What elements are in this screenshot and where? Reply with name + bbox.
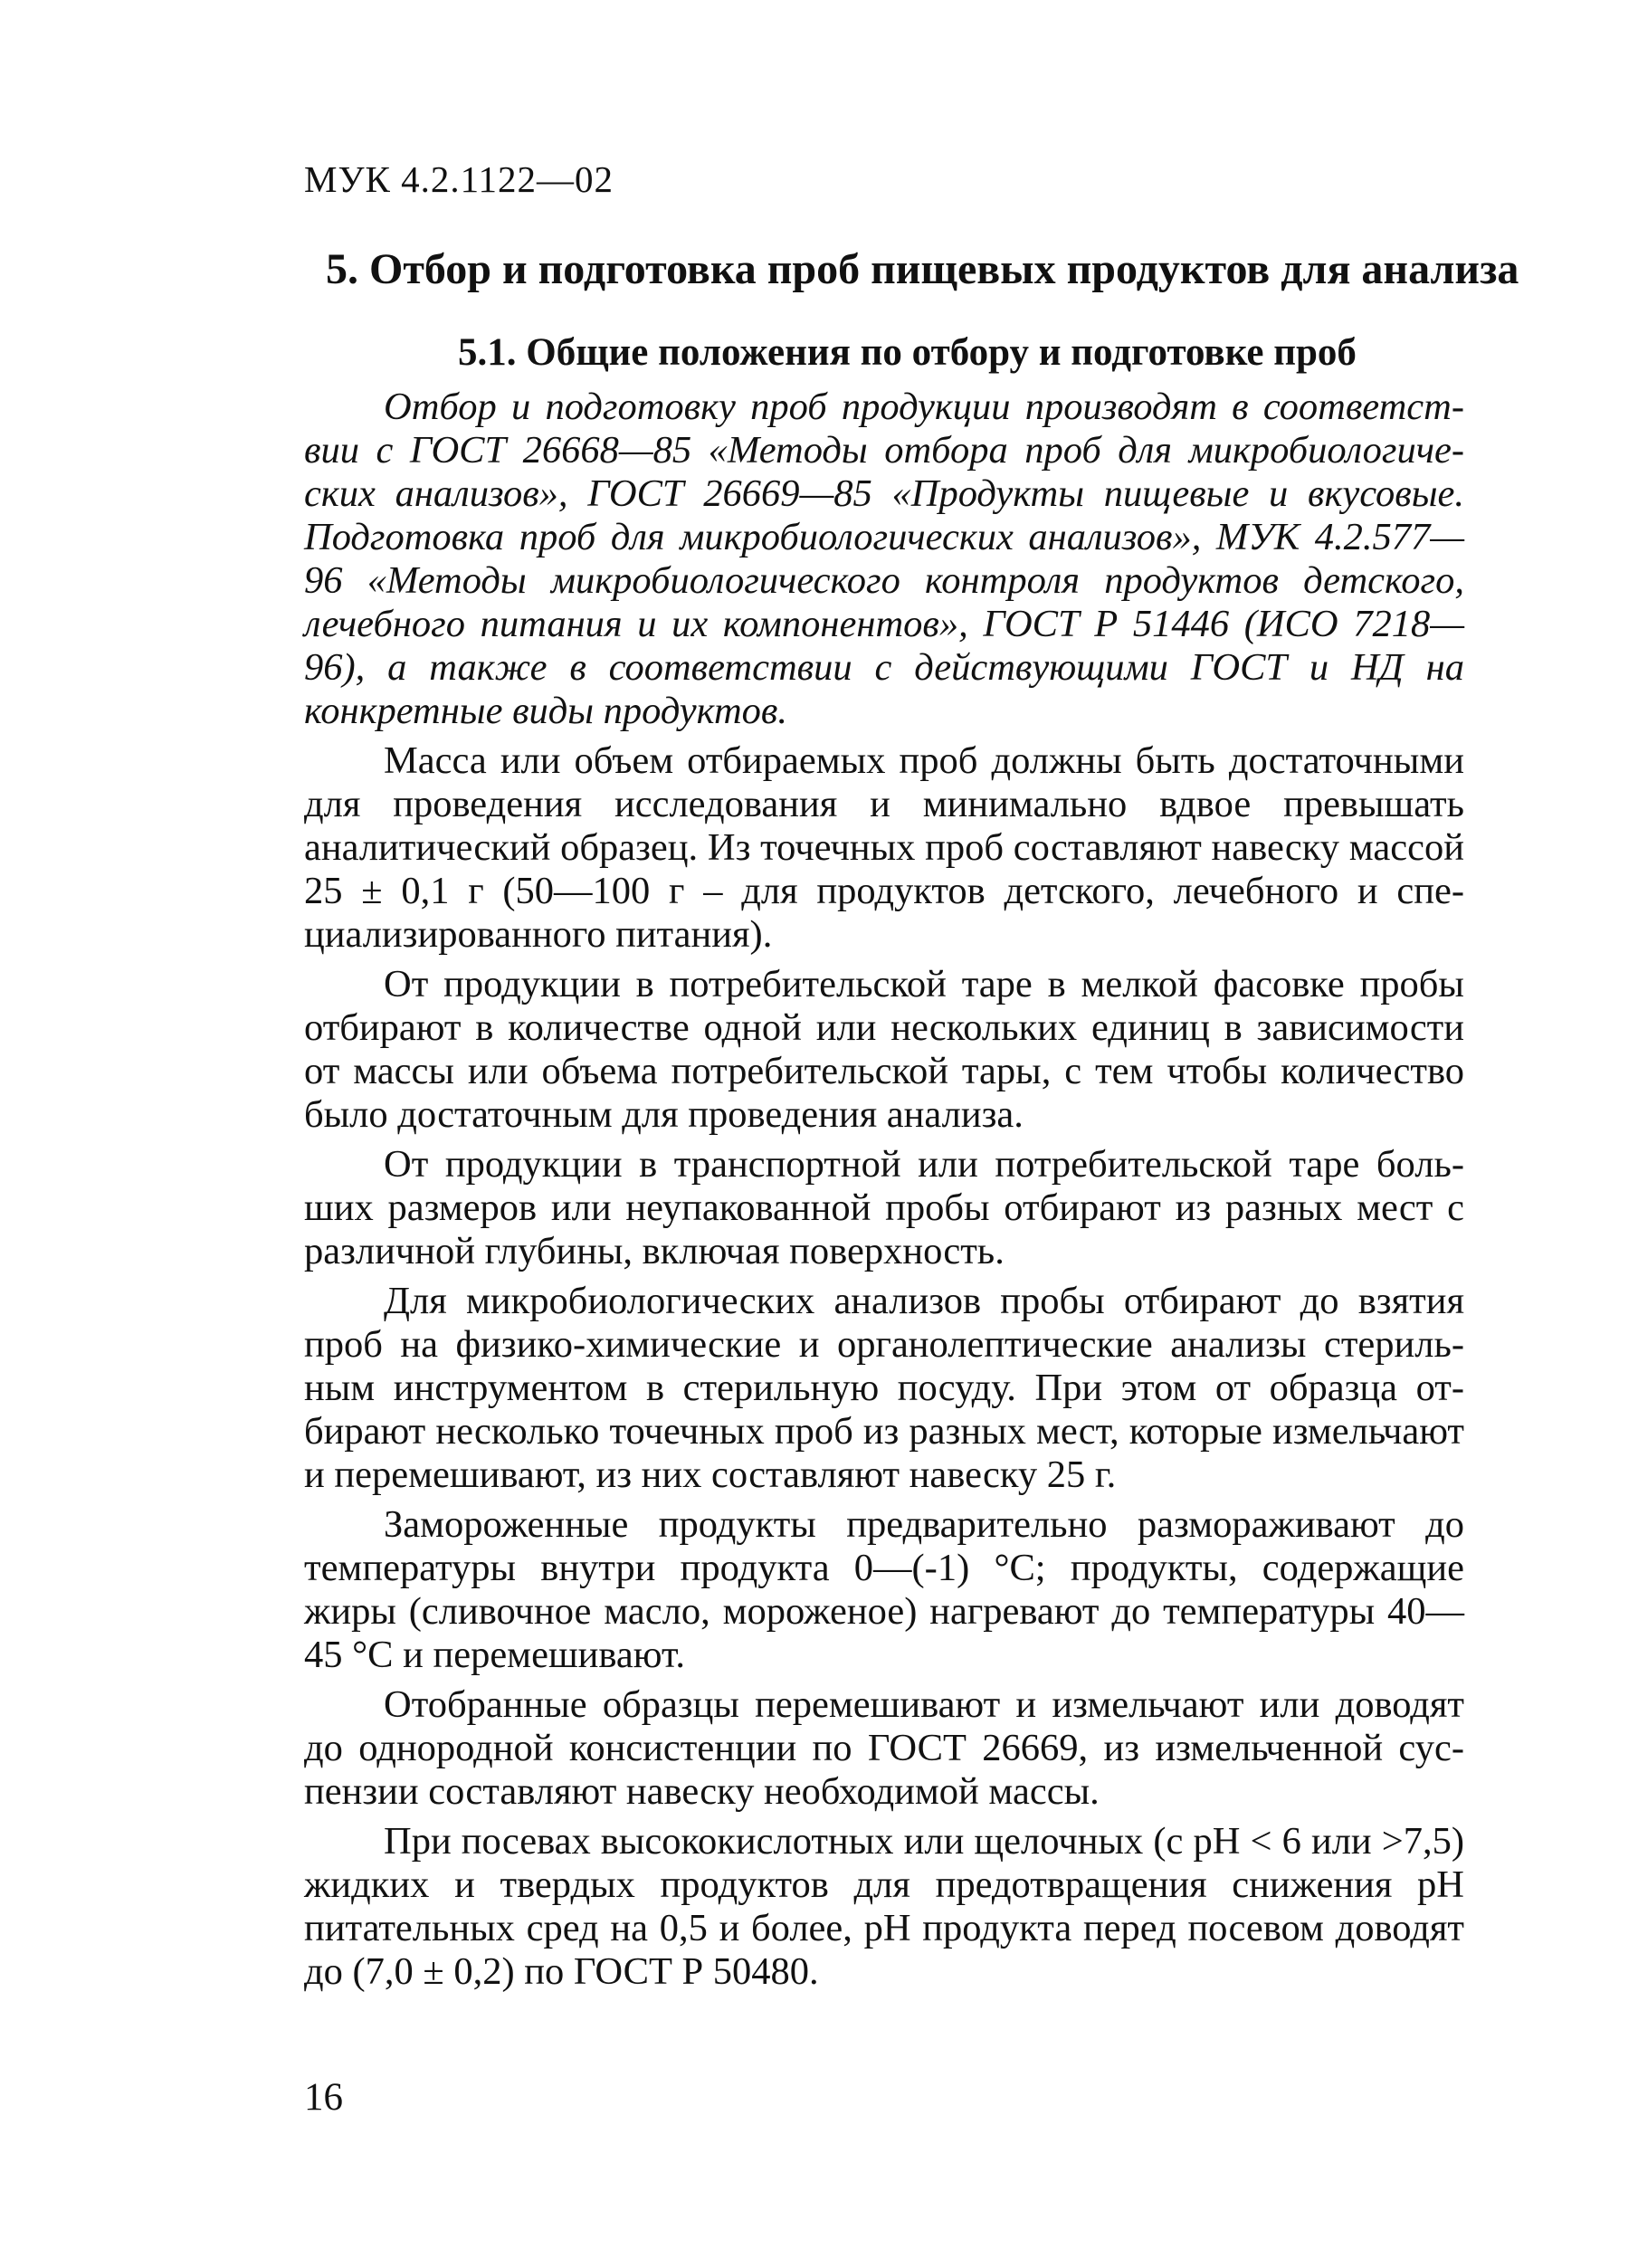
paragraph: Отобранные образцы перемешивают и измельчают или доводят до однородной консистенции по ГОСТ 26669, из измельченной суспензии составляют навеску необходимой массы. bbox=[304, 1683, 1464, 1813]
page-number: 16 bbox=[304, 2076, 343, 2119]
document-code-header: МУК 4.2.1122—02 bbox=[304, 158, 614, 200]
section-title: 5. Отбор и подготовка проб пищевых продуктов для анализа bbox=[326, 245, 1519, 293]
paragraph: От продукции в транспортной или потребительской таре больших размеров или неупакованной пробы отбирают из разных мест с различной глубины, включая поверхность. bbox=[304, 1143, 1464, 1272]
body-text bbox=[304, 386, 1464, 2000]
paragraph: От продукции в потребительской таре в мелкой фасовке пробы отбирают в количестве одной или нескольких единиц в зависимости от массы или объема потребительской тары, с тем чтобы количество было достаточным для проведения анализа. bbox=[304, 963, 1464, 1136]
paragraph: Для микробиологических анализов пробы отбирают до взятия проб на физико-химические и органолептические анализы стерильным инструментом в стерильную посуду. При этом от образца отбирают несколько точечных проб из разных мест, которые измельчают и перемешивают, из них составляют навеску 25 г. bbox=[304, 1280, 1464, 1496]
subsection-title: 5.1. Общие положения по отбору и подготовке проб bbox=[458, 331, 1357, 374]
paragraph: Замороженные продукты предварительно размораживают до температуры внутри продукта 0—(-1) °С; продукты, содержащие жиры (сливочное масло, мороженое) нагревают до температуры 40—45 °С и перемешивают. bbox=[304, 1503, 1464, 1676]
paragraph: Отбор и подготовку проб продукции производят в соответствии с ГОСТ 26668—85 «Методы отбора проб для микробиологических анализов», ГОСТ 26669—85 «Продукты пищевые и вкусовые. Подготовка проб для микробиологических анализов», МУК 4.2.577—96 «Методы микробиологического контроля продуктов детского, лечебного питания и их компонентов», ГОСТ Р 51446 (ИСО 7218—96), а также в соответствии с действующими ГОСТ и НД на конкретные виды продуктов. bbox=[304, 386, 1464, 732]
paragraph: При посевах высококислотных или щелочных (с рН < 6 или >7,5) жидких и твердых продуктов для предотвращения снижения рН питательных сред на 0,5 и более, рН продукта перед посевом доводят до (7,0 ± 0,2) по ГОСТ Р 50480. bbox=[304, 1820, 1464, 1993]
paragraph: Масса или объем отбираемых проб должны быть достаточными для проведения исследования и минимально вдвое превышать аналитический образец. Из точечных проб составляют навеску массой 25 ± 0,1 г (50—100 г – для продуктов детского, лечебного и специализированного питания). bbox=[304, 739, 1464, 956]
